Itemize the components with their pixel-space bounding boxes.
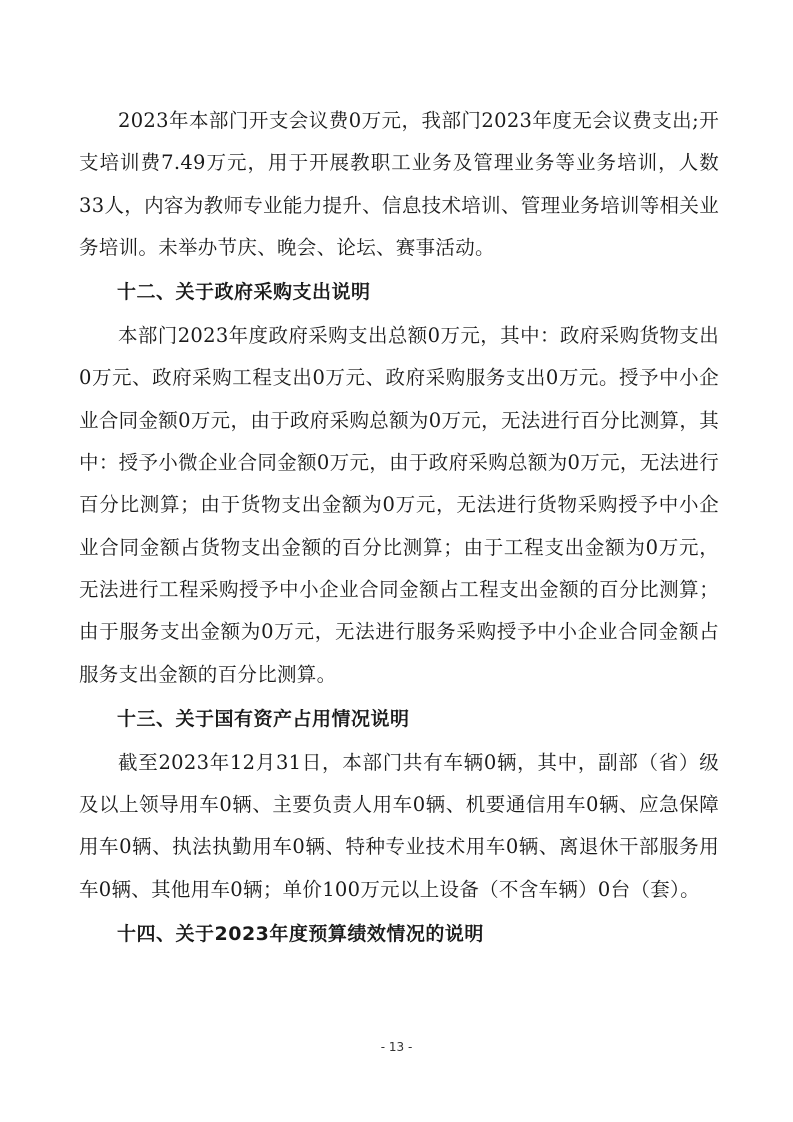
paragraph-state-assets: 截至2023年12月31日，本部门共有车辆0辆，其中，副部（省）级及以上领导用车0辆、主要负责人用车0辆、机要通信用车0辆、应急保障用车0辆、执法执勤用车0辆、特种专业技术用车0辆、离退休干部服务用车0辆、其他用车0辆；单价100万元以上设备（不含车辆）0台（套）。: [79, 750, 719, 901]
paragraph-meeting-training-expenses: 2023年本部门开支会议费0万元，我部门2023年度无会议费支出;开支培训费7.49万元，用于开展教职工业务及管理业务等业务培训，人数33人，内容为教师专业能力提升、信息技术培训、管理业务培训等相关业务培训。未举办节庆、晚会、论坛、赛事活动。: [79, 109, 719, 259]
page-number: - 13 -: [380, 1040, 413, 1054]
paragraph-government-procurement: 本部门2023年度政府采购支出总额0万元，其中：政府采购货物支出0万元、政府采购工程支出0万元、政府采购服务支出0万元。授予中小企业合同金额0万元，由于政府采购总额为0万元，无法进行百分比测算，其中：授予小微企业合同金额0万元，由于政府采购总额为0万元，无法进行百分比测算；由于货物支出金额为0万元，无法进行货物采购授予中小企业合同金额占货物支出金额的百分比测算；由于工程支出金额为0万元，无法进行工程采购授予中小企业合同金额占工程支出金额的百分比测算；由于服务支出金额为0万元，无法进行服务采购授予中小企业合同金额占服务支出金额的百分比测算。: [79, 324, 719, 686]
heading-government-procurement: 十二、关于政府采购支出说明: [117, 281, 371, 304]
document-body: [79, 100, 719, 957]
heading-budget-performance: 十四、关于2023年度预算绩效情况的说明: [117, 923, 484, 946]
heading-state-assets: 十三、关于国有资产占用情况说明: [117, 707, 410, 730]
